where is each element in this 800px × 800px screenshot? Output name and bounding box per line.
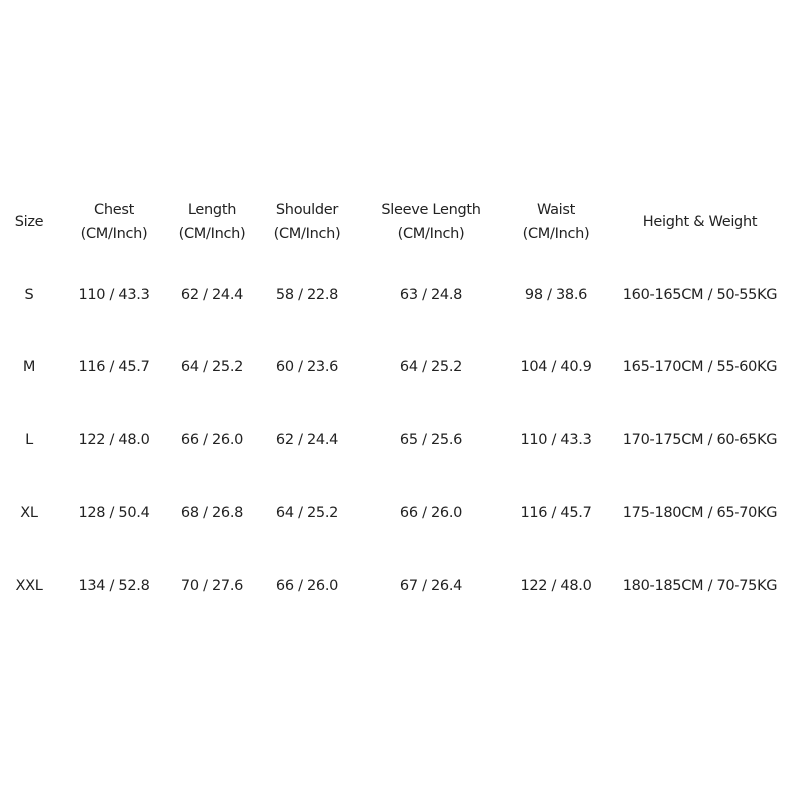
table-cell: 64 / 25.2	[399, 359, 463, 375]
header-title: Sleeve Length	[381, 202, 481, 218]
table-cell: 67 / 26.4	[399, 578, 463, 594]
table-cell: 160-165CM / 50-55KG	[622, 287, 778, 303]
table-cell: 116 / 45.7	[520, 505, 592, 521]
table-cell: 122 / 48.0	[520, 578, 592, 594]
table-cell: 170-175CM / 60-65KG	[622, 432, 778, 448]
table-cell: 116 / 45.7	[78, 359, 150, 375]
table-cell: 58 / 22.8	[275, 287, 339, 303]
table-cell: 110 / 43.3	[78, 287, 150, 303]
column-header	[610, 210, 790, 234]
header-title: Waist	[536, 202, 576, 218]
header-unit: (CM/Inch)	[522, 226, 590, 242]
size-label: XL	[20, 505, 38, 521]
table-cell: 175-180CM / 65-70KG	[622, 505, 778, 521]
table-cell: 104 / 40.9	[520, 359, 592, 375]
table-cell: 165-170CM / 55-60KG	[622, 359, 778, 375]
table-cell: 60 / 23.6	[275, 359, 339, 375]
table-cell: 64 / 25.2	[275, 505, 339, 521]
header-title: Size	[14, 214, 44, 230]
table-cell: 110 / 43.3	[520, 432, 592, 448]
header-unit: (CM/Inch)	[178, 226, 246, 242]
header-title: Length	[187, 202, 237, 218]
header-unit: (CM/Inch)	[397, 226, 465, 242]
table-cell: 63 / 24.8	[399, 287, 463, 303]
table-cell: 65 / 25.6	[399, 432, 463, 448]
table-cell: 180-185CM / 70-75KG	[622, 578, 778, 594]
table-cell: 66 / 26.0	[275, 578, 339, 594]
table-cell: 70 / 27.6	[180, 578, 244, 594]
size-label: L	[25, 432, 33, 448]
table-cell: 128 / 50.4	[78, 505, 150, 521]
table-cell: 66 / 26.0	[180, 432, 244, 448]
header-title: Height & Weight	[642, 214, 758, 230]
table-cell: 64 / 25.2	[180, 359, 244, 375]
table-cell: 134 / 52.8	[78, 578, 150, 594]
size-label: S	[24, 287, 34, 303]
table-cell: 62 / 24.4	[275, 432, 339, 448]
table-cell: 122 / 48.0	[78, 432, 150, 448]
size-label: M	[22, 359, 36, 375]
table-cell: 98 / 38.6	[524, 287, 588, 303]
header-unit: (CM/Inch)	[273, 226, 341, 242]
header-title: Shoulder	[275, 202, 339, 218]
table-cell: 68 / 26.8	[180, 505, 244, 521]
header-unit: (CM/Inch)	[80, 226, 148, 242]
table-cell: 62 / 24.4	[180, 287, 244, 303]
header-title: Chest	[94, 202, 134, 218]
table-cell: 66 / 26.0	[399, 505, 463, 521]
size-label: XXL	[15, 578, 43, 594]
